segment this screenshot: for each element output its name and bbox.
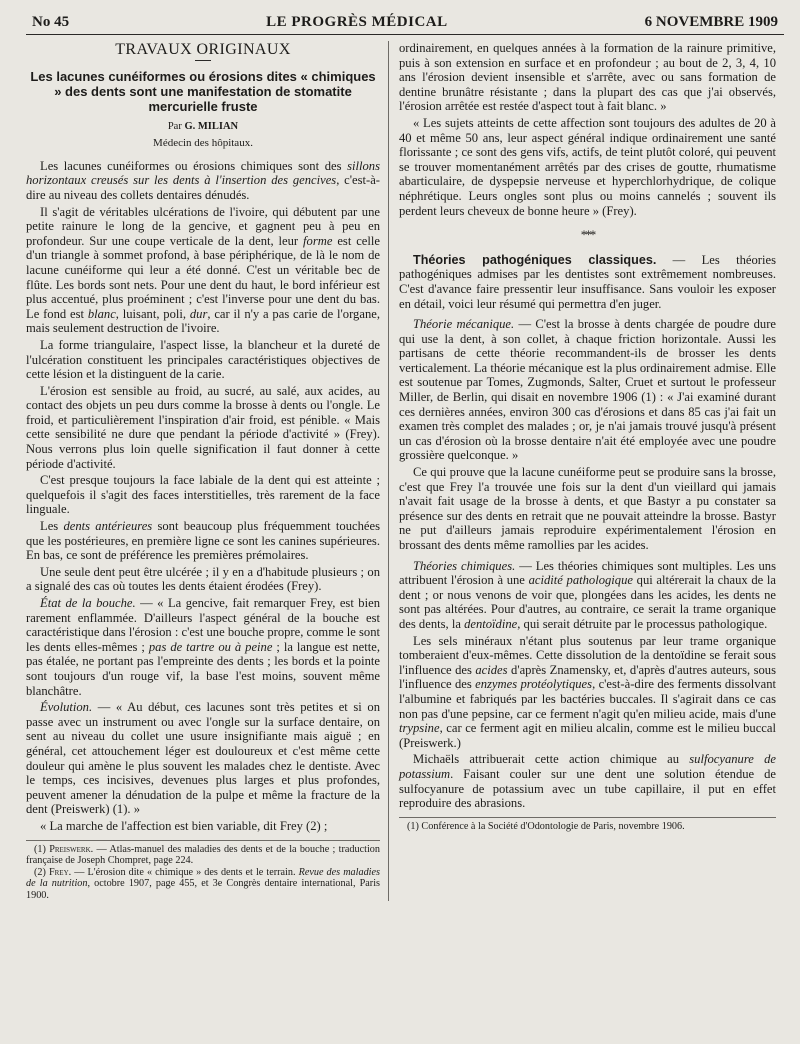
footnote: (1) Preiswerk. — Atlas-manuel des maladies des dents et de la bouche ; traduction française de Joseph Chompret, page 224. <box>26 843 380 867</box>
left-footnotes <box>26 840 380 902</box>
paragraph: Théories pathogéniques classiques. — Les théories pathogéniques admises par les dentistes sont extrêmement nombreuses. C'est d'avance faire pressentir leur insuffisance. Sans vouloir les exposer en détail, voici leur résumé qui permettra d'en juger. <box>399 252 776 311</box>
paragraph: Les dents antérieures sont beaucoup plus fréquemment touchées que les postérieures, en première ligne ce sont les canines supérieures. En bas, ce sont de préférence les premières prémolaires. <box>26 519 380 563</box>
footnote: (1) Conférence à la Société d'Odontologie de Paris, novembre 1906. <box>407 820 685 832</box>
footnote: (2) Frey. — L'érosion dite « chimique » des dents et le terrain. Revue des maladies de la nutrition, octobre 1907, page 455, et 3e Congrès dentaire international, Paris 1900. <box>26 866 380 901</box>
author-affiliation: Médecin des hôpitaux. <box>153 137 253 150</box>
paragraph: Il s'agit de véritables ulcérations de l'ivoire, qui débutent par une petite rainure le long de la gencive, et gagnent peu à peu en profondeur. Sur une coupe verticale de la dent, leur forme est celle d'un triangle à sommet profond, à base périphérique, de là le nom de lacune cunéiforme qui leur a été donné. C'est un véritable bec de flûte. Les bords sont nets. Pour une dent du haut, le bord inférieur est plus accentué, plus proéminent ; c'est l'inverse pour une dent du bas. Le fond est blanc, luisant, poli, dur, car il n'y a pas carie de l'organe, mais seulement destruction de l'ivoire. <box>26 204 380 336</box>
paragraph: Ce qui prouve que la lacune cunéiforme peut se produire sans la brosse, c'est que Frey l'a trouvée une fois sur la dent d'un vieillard qui jamais n'avait fait usage de la brosse à dents, et que Bastyr a pu constater sa présence sur des dents en retrait que ne pouvait atteindre la brosse. Bastyr ne put d'ailleurs jamais reproduire expérimentalement l'érosion en brossant des dents même ramollies par les acides. <box>399 465 776 552</box>
paragraph: L'érosion est sensible au froid, au sucré, au salé, aux acides, au contact des objets un peu durs comme la brosse à dents ou l'ongle. Le froid, et particulièrement l'inspiration d'air froid, est pénible. « Mais cette sensibilité ne dure que pendant la période d'activité » (Frey). Nous verrons plus loin quelle signification il faut donner à cette période d'activité. <box>26 383 380 471</box>
author-name: G. MILIAN <box>184 120 239 132</box>
paragraph: Les lacunes cunéiformes ou érosions chimiques sont des sillons horizontaux creusés sur les dents à l'insertion des gencives, c'est-à-dire au niveau des collets dentaires dénudés. <box>26 158 380 202</box>
title-rule <box>195 60 211 61</box>
section-separator: *** <box>580 227 595 243</box>
paragraph: État de la bouche. — « La gencive, fait remarquer Frey, est bien rarement enflammée. D'ailleurs l'aspect général de la bouche est caractéristique dans l'érosion : c'est une bouche propre, comme le sont les dents elles-mêmes ; pas de tartre ou à peine ; la langue est nette, pas étalée, ne portant pas l'empreinte des dents ; les bords et la pointe sont toujours d'un rouge vif, la base l'est moins, souvent même blanchâtre. <box>26 596 380 698</box>
issue-date: 6 NOVEMBRE 1909 <box>644 14 778 30</box>
paragraph: « La marche de l'affection est bien variable, dit Frey (2) ; <box>40 818 328 833</box>
paragraph: Théories chimiques. — Les théories chimiques sont multiples. Les uns attribuent l'érosion à une acidité pathologique qui altérerait la chaux de la dent ; or nous venons de voir que, plongées dans les acides, les dents ne sont pas altérées. Pour d'autres, au contraire, ce serait la trame organique des dents, la dentoïdine, qui serait détruite par le processus pathologique. <box>399 558 776 631</box>
right-footnotes <box>399 817 776 833</box>
paragraph: ordinairement, en quelques années à la formation de la rainure primitive, puis à son extension en surface et en profondeur ; au bout de 2, 3, 4, 10 ans l'érosion devient insensible et s'arrête, avec ou sans formation de dentine brunâtre résistante ; dans la plupart des cas que j'ai observés, l'érosion arrêtée est restée d'aspect tout à fait blanc. » <box>399 41 776 114</box>
paragraph: Évolution. — « Au début, ces lacunes sont très petites et si on passe avec un instrument ou avec l'ongle sur la surface dentaire, on sent au niveau du collet une usure insignifiante mais aiguë ; en général, cet attouchement léger est douloureux et c'est même cette douleur qui amène le plus souvent les malades chez le dentiste. Avec le temps, ces incisives, devenues plus larges et plus profondes, peuvent amener la dénudation de la pulpe et même la fracture de la dent (Preiswerk) (1). » <box>26 700 380 817</box>
paragraph: Les sels minéraux n'étant plus soutenus par leur trame organique tomberaient d'eux-mêmes. Cette dissolution de la dentoïdine se ferait sous l'influence des acides d'après Znamensky, et, d'après d'autres auteurs, sous l'influence des enzymes protéolytiques, c'est-à-dire des ferments dissolvant l'albumine et fabriqués par les bactéries buccales. Il s'agirait dans ce cas non pas d'une pepsine, car ce ferment n'agit qu'en milieu acide, mais d'une trypsine, car ce ferment agit en milieu alcalin, comme est le milieu buccal (Preiswerk.) <box>399 633 776 750</box>
paragraph: Michaëls attribuerait cette action chimique au sulfocyanure de potassium. Faisant couler sur une dent une solution étendue de sulfocyanure de potassium avec un tube capillaire, il put en effet reproduire des abrasions. <box>399 752 776 811</box>
paragraph: La forme triangulaire, l'aspect lisse, la blancheur et la dureté de l'ulcération constituent les principales caractéristiques objectives de cette lésion et la distinguent de la carie. <box>26 337 380 382</box>
paragraph: « Les sujets atteints de cette affection sont toujours des adultes de 20 à 40 et même 50 ans, leur aspect général indique ordinairement une santé florissante ; ce sont des gens vifs, actifs, de teint plutôt coloré, qui peuvent se trouver momentanément arrêtés par des crises de goutte, rhumatisme abarticulaire, de dyspepsie nerveuse et hyperchlorhydrique, de colique néphrétique. Leurs ongles sont plus ou moins cannelés ; souvent ils perdent leurs cheveux de bonne heure » (Frey). <box>399 115 776 218</box>
right-column <box>388 41 776 901</box>
article-title: Les lacunes cunéiformes ou érosions dites « chimiques » des dents sont une manifestation de stomatite mercurielle fruste <box>30 68 376 114</box>
paragraph: Théorie mécanique. — C'est la brosse à dents chargée de poudre dure qui use la dent, à son collet, à chaque friction horizontale. Aussi les partisans de cette théorie recommandent-ils de brosser les dents verticalement. La théorie mécanique est la plus ordinairement admise. Elle est soutenue par Tomes, Zugmonds, Salter, Cruet et surtout le professeur Miller, de Berlin, qui disait en novembre 1906 (1) : « J'ai examiné durant ces dernières années, environ 300 cas d'érosions et dans 85 cas j'ai fait un examen très complet des malades ; or, je n'ai jamais trouvé jusqu'à présent un cas d'érosion où la brosse dentaire n'ait été employée avec une poudre grossière quelconque. » <box>399 317 776 463</box>
page-header <box>26 14 784 35</box>
paragraph: C'est presque toujours la face labiale de la dent qui est atteinte ; quelquefois il s'agit des faces interstitielles, très rarement de la face linguale. <box>26 473 380 517</box>
author-line <box>26 120 380 135</box>
left-column <box>26 41 388 901</box>
columns <box>26 41 784 901</box>
paragraph: Une seule dent peut être ulcérée ; il y en a d'habitude plusieurs ; on a signalé des cas où toutes les dents étaient érodées (Frey). <box>26 564 380 594</box>
section-title: TRAVAUX ORIGINAUX <box>115 41 291 58</box>
journal-title: LE PROGRÈS MÉDICAL <box>266 14 448 30</box>
author-prefix: Par <box>167 120 182 132</box>
issue-number: No 45 <box>32 14 70 30</box>
